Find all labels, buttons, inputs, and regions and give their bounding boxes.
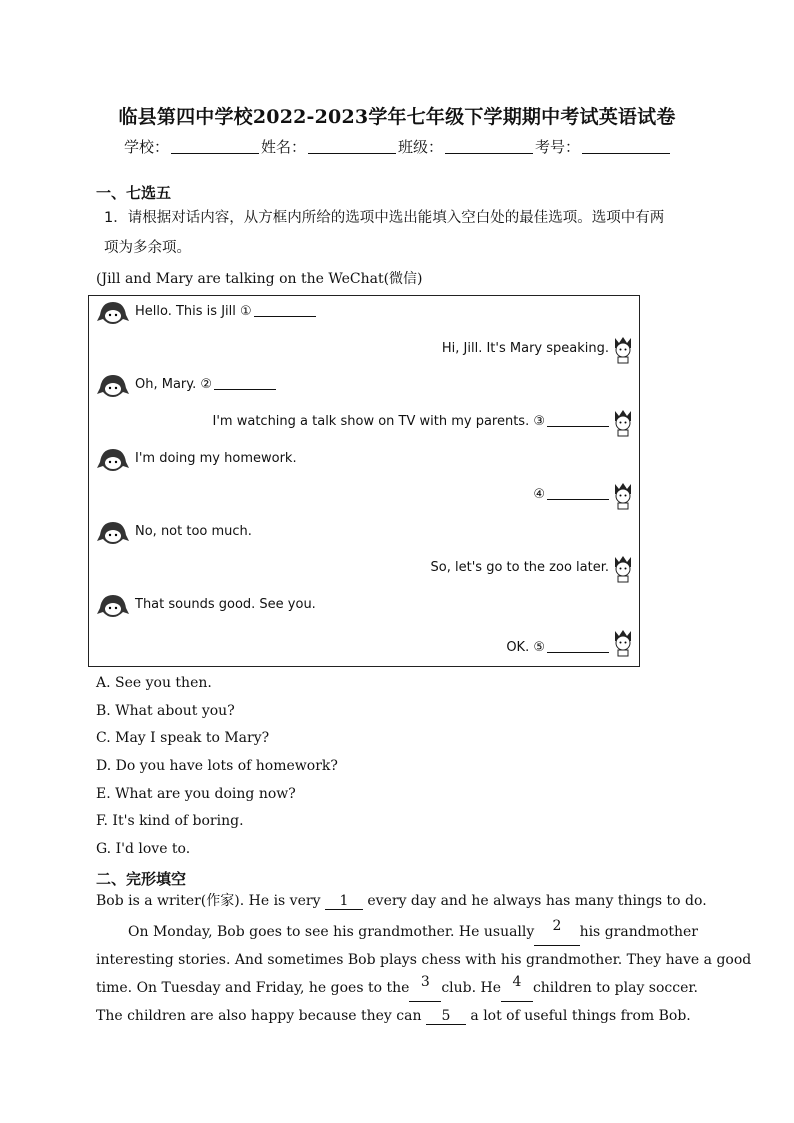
class-label: 班级： [398,138,444,156]
cloze-blank-5[interactable]: 5 [426,1008,466,1025]
dialog-line-5: I'm doing my homework. [135,451,297,466]
id-blank[interactable] [582,139,670,154]
class-blank[interactable] [445,139,533,154]
dialog-line-3: Oh, Mary. ② [135,377,276,392]
dialog-line-1: Hello. This is Jill ① [135,304,316,319]
options-list [96,670,338,864]
id-label: 考号： [535,138,581,156]
option-b: B. What about you? [96,702,235,719]
passage-line-5: The children are also happy because they can 5 a lot of useful things from Bob. [96,1008,691,1024]
mary-avatar-icon [611,334,635,364]
blank-3[interactable] [547,414,609,427]
section2-heading: 二、完形填空 [96,870,187,888]
option-g: G. I'd love to. [96,841,191,858]
dialog-intro: (Jill and Mary are talking on the WeChat(微信) [96,271,423,287]
school-label: 学校： [124,138,170,156]
mary-avatar-icon [611,480,635,510]
jill-avatar-icon [96,592,130,618]
passage-line-3: interesting stories. And sometimes Bob plays chess with his grandmother. They have a good [96,952,752,968]
dialog-line-7: No, not too much. [135,524,252,539]
page-title: 临县第四中学校2022-2023学年七年级下学期期中考试英语试卷 [118,106,676,128]
dialog-line-6: ④ [533,487,609,502]
name-blank[interactable] [308,139,396,154]
option-d: D. Do you have lots of homework? [96,758,338,775]
student-info-line [124,136,672,157]
cloze-blank-1[interactable]: 1 [325,893,363,910]
question1-text: 1．请根据对话内容，从方框内所给的选项中选出能填入空白处的最佳选项。选项中有两项为多余项。 [104,210,665,256]
blank-4[interactable] [547,487,609,500]
blank-1[interactable] [254,304,316,317]
dialog-box [88,295,640,667]
section1-heading: 一、七选五 [96,184,172,202]
dialog-line-2: Hi, Jill. It's Mary speaking. [441,341,609,356]
passage-line-2: On Monday, Bob goes to see his grandmother. He usually 2 his grandmother [96,918,698,946]
option-c: C. May I speak to Mary? [96,730,270,747]
passage-line-4: time. On Tuesday and Friday, he goes to the 3 club. He 4 children to play soccer. [96,974,698,1002]
blank-5[interactable] [547,640,609,653]
cloze-passage [96,887,752,1030]
jill-avatar-icon [96,519,130,545]
chinese-gloss: 作家 [206,893,235,909]
option-e: E. What are you doing now? [96,785,296,802]
jill-avatar-icon [96,372,130,398]
mary-avatar-icon [611,627,635,657]
jill-avatar-icon [96,446,130,472]
cloze-blank-2[interactable]: 2 [534,918,579,946]
cloze-blank-3[interactable]: 3 [409,974,441,1002]
mary-avatar-icon [611,407,635,437]
passage-line-1: Bob is a writer(作家). He is very 1 every day and he always has many things to do. [96,893,707,909]
jill-avatar-icon [96,299,130,325]
cloze-blank-4[interactable]: 4 [501,974,533,1002]
dialog-line-9: That sounds good. See you. [135,597,316,612]
dialog-line-4: I'm watching a talk show on TV with my parents. ③ [213,414,609,429]
dialog-line-8: So, let's go to the zoo later. [430,560,609,575]
option-f: F. It's kind of boring. [96,813,244,830]
name-label: 姓名： [261,138,307,156]
option-a: A. See you then. [96,675,212,691]
school-blank[interactable] [171,139,259,154]
dialog-line-10: OK. ⑤ [506,640,609,655]
mary-avatar-icon [611,553,635,583]
blank-2[interactable] [214,377,276,390]
